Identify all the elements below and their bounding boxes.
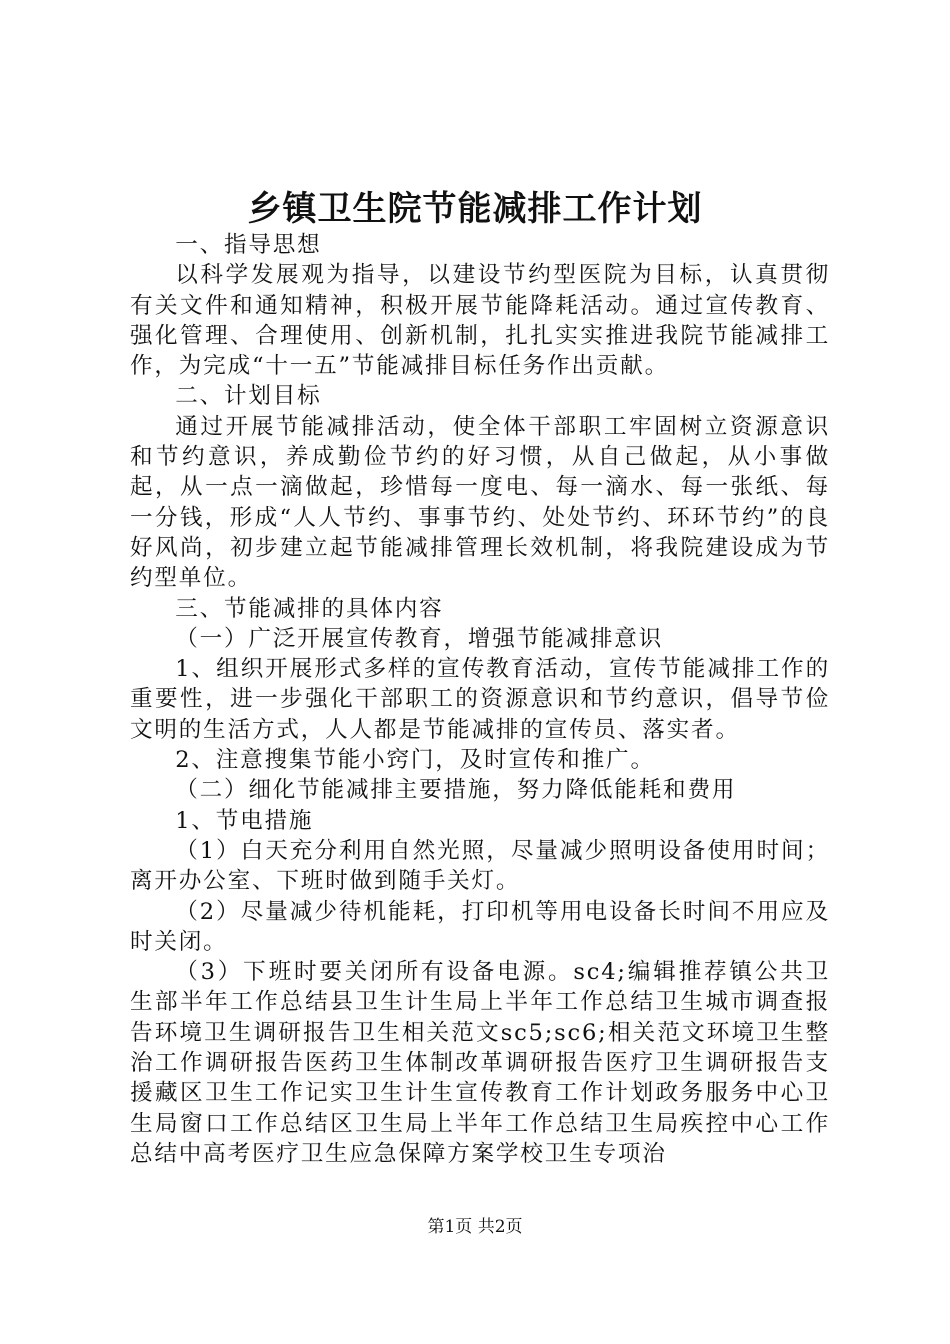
paragraph-measure-2: （2）尽量减少待机能耗，打印机等用电设备长时间不用应及时关闭。 bbox=[130, 898, 830, 955]
heading-electricity-saving: 1、节电措施 bbox=[175, 807, 314, 834]
paragraph-item-2: 2、注意搜集节能小窍门，及时宣传和推广。 bbox=[175, 747, 655, 774]
subheading-measures: （二）细化节能减排主要措施，努力降低能耗和费用 bbox=[175, 777, 737, 804]
page-footer: 第1页 共2页 bbox=[427, 1217, 523, 1237]
paragraph-guiding-ideology: 以科学发展观为指导，以建设节约型医院为目标，认真贯彻有关文件和通知精神，积极开展节能降耗活动。通过宣传教育、强化管理、合理使用、创新机制，扎扎实实推进我院节能减排工作，为完成“十一五”节能减排目标任务作出贡献。 bbox=[130, 262, 830, 380]
paragraph-measure-1: （1）白天充分利用自然光照，尽量减少照明设备使用时间；离开办公室、下班时做到随手关灯。 bbox=[130, 837, 830, 895]
paragraph-item-1: 1、组织开展形式多样的宣传教育活动，宣传节能减排工作的重要性，进一步强化干部职工的资源意识和节约意识，倡导节俭文明的生活方式，人人都是节能减排的宣传员、落实者。 bbox=[130, 656, 830, 743]
document-title: 乡镇卫生院节能减排工作计划 bbox=[247, 189, 703, 229]
subheading-publicity-education: （一）广泛开展宣传教育，增强节能减排意识 bbox=[175, 625, 664, 652]
paragraph-plan-goals: 通过开展节能减排活动，使全体干部职工牢固树立资源意识和节约意识，养成勤俭节约的好习惯，从自己做起，从小事做起，从一点一滴做起，珍惜每一度电、每一滴水、每一张纸、每一分钱，形成“人人节约、事事节约、处处节约、环环节约”的良好风尚，初步建立起节能减排管理长效机制，将我院建设成为节约型单位。 bbox=[130, 413, 830, 592]
heading-plan-goals: 二、计划目标 bbox=[175, 383, 322, 410]
heading-specific-content: 三、节能减排的具体内容 bbox=[175, 595, 444, 622]
heading-guiding-ideology: 一、指导思想 bbox=[175, 232, 322, 258]
document-body bbox=[130, 230, 830, 1169]
paragraph-measure-3: （3）下班时要关闭所有设备电源。sc4;编辑推荐镇公共卫生部半年工作总结县卫生计生局上半年工作总结卫生城市调查报告环境卫生调研报告卫生相关范文sc5;sc6;相关范文环境卫生整治工作调研报告医药卫生体制改革调研报告医疗卫生调研报告支援藏区卫生工作记实卫生计生宣传教育工作计划政务服务中心卫生局窗口工作总结区卫生局上半年工作总结卫生局疾控中心工作总结中高考医疗卫生应急保障方案学校卫生专项治 bbox=[130, 959, 830, 1167]
